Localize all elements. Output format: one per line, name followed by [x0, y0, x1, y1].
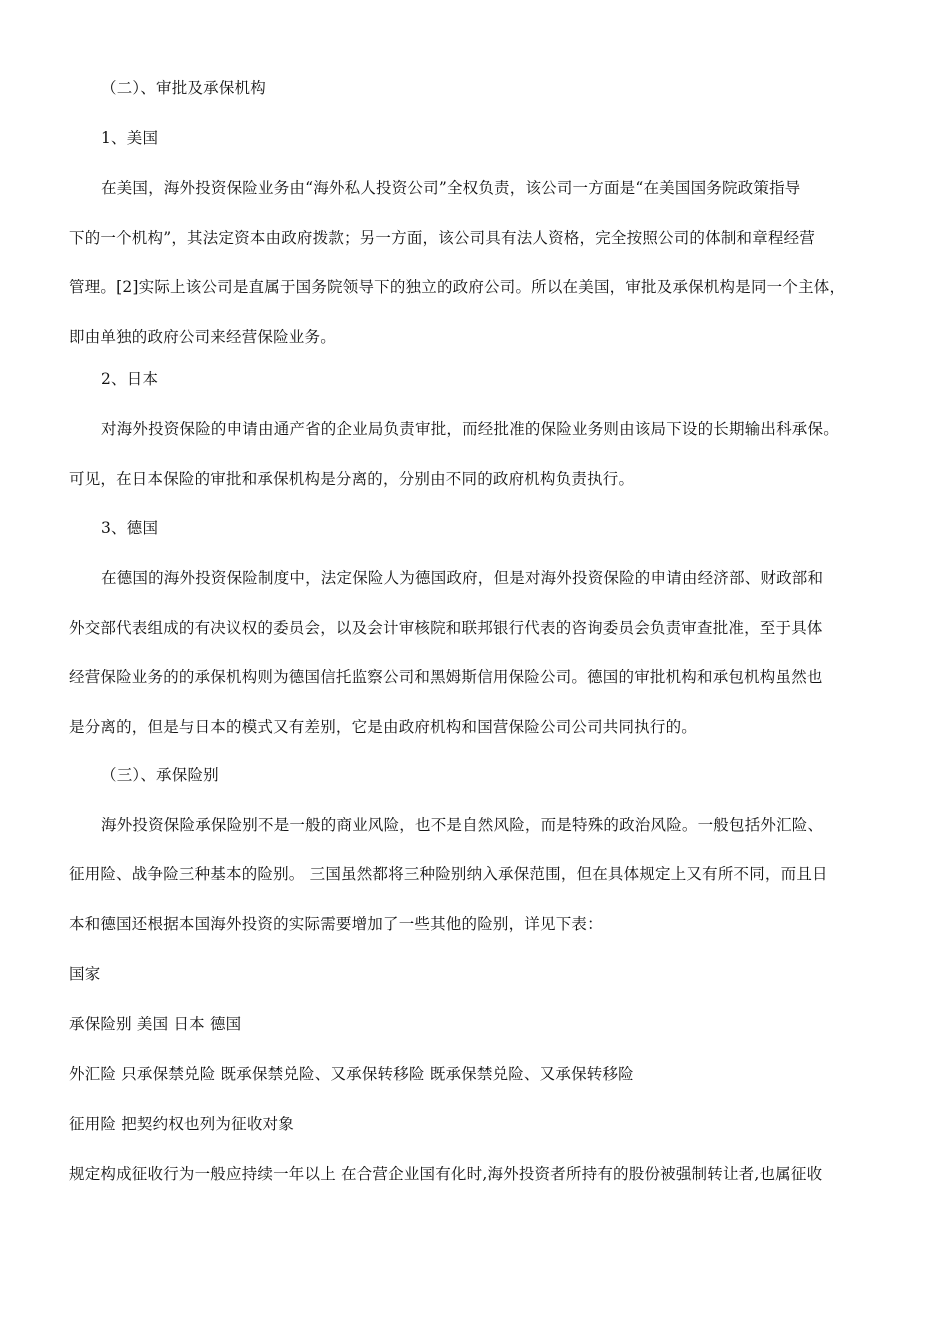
paragraph-line: 经营保险业务的的承保机构则为德国信托监察公司和黑姆斯信用保险公司。德国的审批机构和承包机构虽然也	[69, 668, 823, 686]
table-text-line: 征用险 把契约权也列为征收对象	[69, 1115, 294, 1133]
paragraph-line: 即由单独的政府公司来经营保险业务。	[69, 328, 336, 346]
paragraph-line: 下的一个机构”，其法定资本由政府拨款；另一方面，该公司具有法人资格，完全按照公司的体制和章程经营	[69, 229, 816, 247]
paragraph-line: 是分离的，但是与日本的模式又有差别，它是由政府机构和国营保险公司公司共同执行的。	[69, 718, 698, 736]
paragraph-line: 本和德国还根据本国海外投资的实际需要增加了一些其他的险别，详见下表：	[69, 915, 603, 933]
paragraph-line: 可见，在日本保险的审批和承保机构是分离的，分别由不同的政府机构负责执行。	[69, 470, 635, 488]
subheading-usa: 1、美国	[101, 129, 159, 147]
subheading-japan: 2、日本	[101, 370, 159, 388]
subheading-germany: 3、德国	[101, 519, 159, 537]
section-heading-risks: （三）、承保险别	[101, 766, 219, 784]
paragraph-line: 对海外投资保险的申请由通产省的企业局负责审批，而经批准的保险业务则由该局下设的长期输出科承保。	[101, 420, 839, 438]
table-text-line: 承保险别 美国 日本 德国	[69, 1015, 242, 1033]
table-text-line: 外汇险 只承保禁兑险 既承保禁兑险、又承保转移险 既承保禁兑险、又承保转移险	[69, 1065, 634, 1083]
paragraph-line: 管理。[2]实际上该公司是直属于国务院领导下的独立的政府公司。所以在美国，审批及承保机构是同一个主体，	[69, 278, 846, 296]
paragraph-line: 外交部代表组成的有决议权的委员会，以及会计审核院和联邦银行代表的咨询委员会负责审查批准，至于具体	[69, 619, 823, 637]
paragraph-line: 在德国的海外投资保险制度中，法定保险人为德国政府，但是对海外投资保险的申请由经济部、财政部和	[101, 569, 824, 587]
table-text-line: 规定构成征收行为一般应持续一年以上 在合营企业国有化时,海外投资者所持有的股份被强制转让者,也属征收	[69, 1165, 823, 1183]
section-heading-approval: （二）、审批及承保机构	[101, 79, 266, 97]
paragraph-line: 在美国，海外投资保险业务由“海外私人投资公司”全权负责，该公司一方面是“在美国国务院政策指导	[101, 179, 801, 197]
table-text-line: 国家	[69, 965, 101, 983]
paragraph-line: 征用险、战争险三种基本的险别。 三国虽然都将三种险别纳入承保范围，但在具体规定上又有所不同，而且日	[69, 865, 828, 883]
paragraph-line: 海外投资保险承保险别不是一般的商业风险，也不是自然风险，而是特殊的政治风险。一般包括外汇险、	[101, 816, 824, 834]
